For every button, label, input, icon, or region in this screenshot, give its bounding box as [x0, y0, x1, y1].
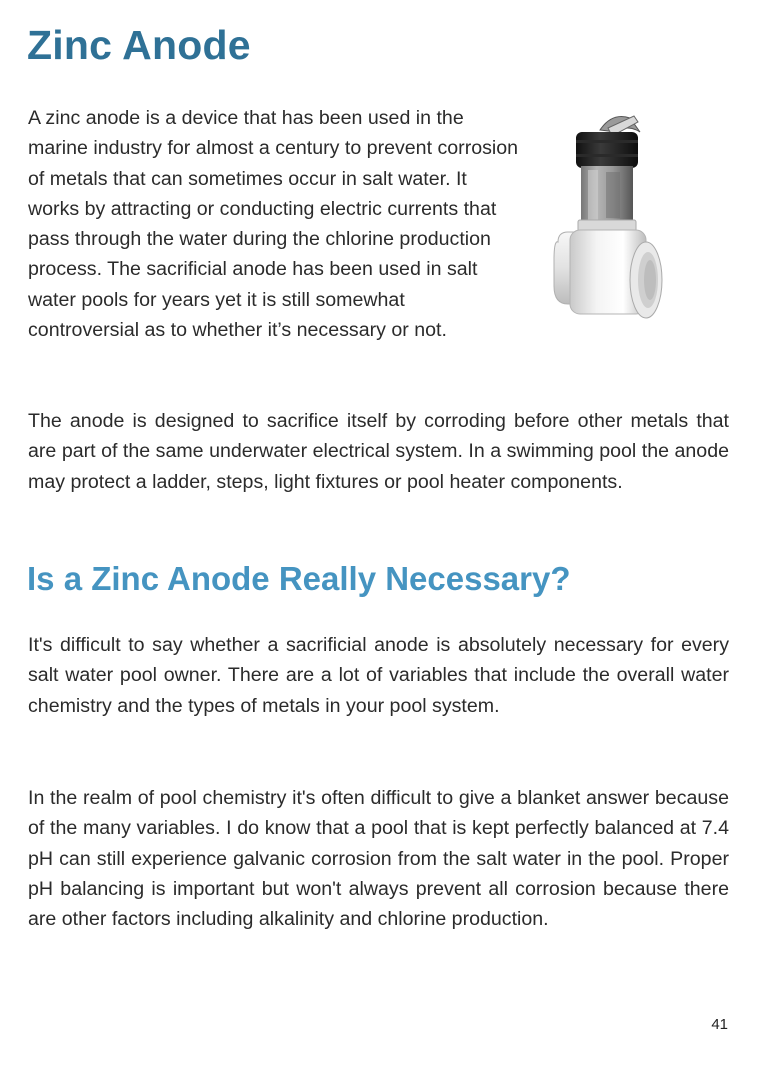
body-paragraph-4: In the realm of pool chemistry it's often difficult to give a blanket answer because of the many variables. I do know that a pool that is kept perfectly balanced at 7.4 pH can still experience galvanic corrosion from the salt water in the pool. Proper pH balancing is important but won't always prevent all corrosion because there are other factors including alkalinity and chlorine production.	[28, 787, 729, 931]
intro-paragraph: A zinc anode is a device that has been used in the marine industry for almost a century to prevent corrosion of metals that can sometimes occur in salt water. It works by attracting or conducting electric currents that pass through the water during the chlorine production process. The sacrificial anode has been used in salt water pools for years yet it is still somewhat controversial as to whether it’s necessary or not.	[28, 107, 519, 342]
page-number: 41	[711, 1016, 728, 1033]
page-title: Zinc Anode	[27, 22, 251, 68]
body-paragraph-3: It's difficult to say whether a sacrificial anode is absolutely necessary for every salt water pool owner. There are a lot of variables that include the overall water chemistry and the types of metals in your pool system.	[28, 634, 729, 717]
body-paragraph-2: The anode is designed to sacrifice itself by corroding before other metals that are part of the same underwater electrical system. In a swimming pool the anode may protect a ladder, steps, light fixtures or pool heater components.	[28, 410, 729, 493]
section-heading: Is a Zinc Anode Really Necessary?	[27, 560, 571, 597]
zinc-anode-product-image	[548, 110, 670, 325]
